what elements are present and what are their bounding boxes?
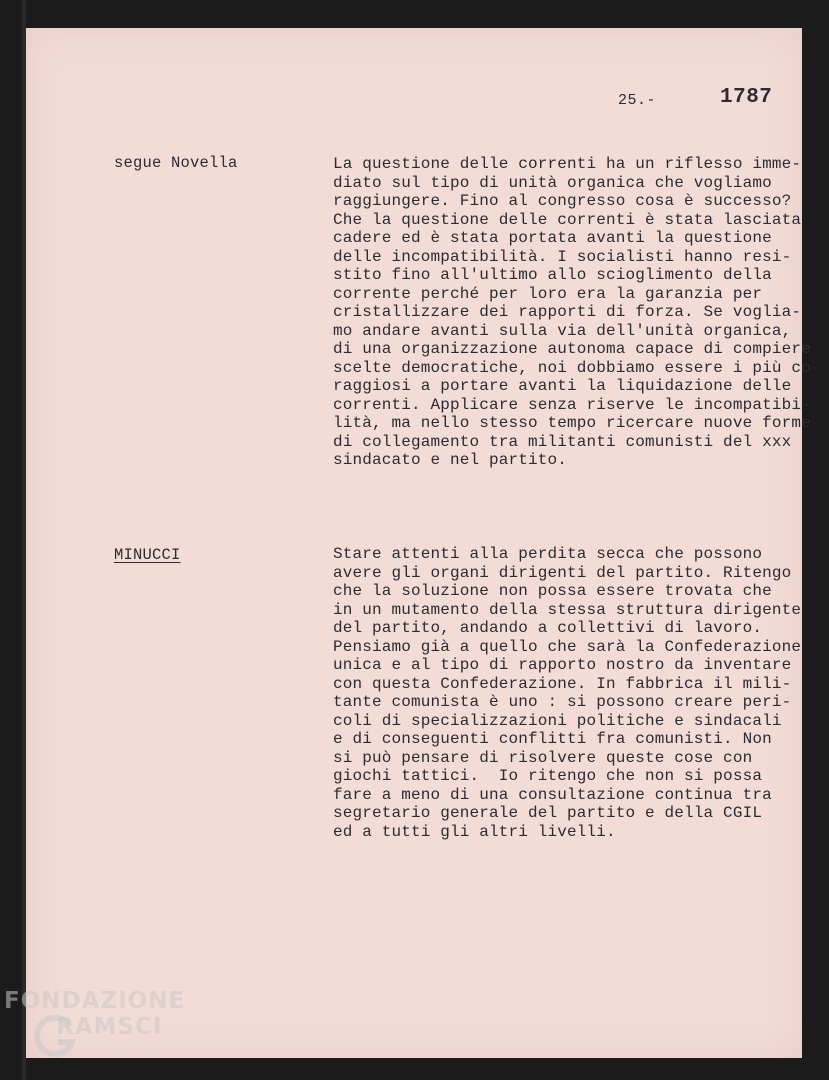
text-line: lità, ma nello stesso tempo ricercare nuove forme bbox=[333, 414, 811, 432]
text-line: fare a meno di una consultazione continua tra bbox=[333, 785, 772, 804]
watermark-line-1: FONDAZIONE bbox=[4, 988, 186, 1014]
speech-block-novella bbox=[333, 155, 821, 470]
text-line: delle incompatibilità. I socialisti hanno resi- bbox=[333, 247, 792, 266]
text-line: Che la questione delle correnti è stata lasciata bbox=[333, 210, 802, 229]
text-line: correnti. Applicare senza riserve le incompatibi- bbox=[333, 395, 811, 414]
text-line: diato sul tipo di unità organica che vogliamo bbox=[333, 173, 772, 192]
text-line: cadere ed è stata portata avanti la questione bbox=[333, 229, 772, 247]
text-line: e di conseguenti conflitti fra comunisti. Non bbox=[333, 730, 772, 748]
page-number-small: 25.- bbox=[618, 92, 657, 109]
text-line: tante comunista è uno : si possono creare peri- bbox=[333, 693, 792, 711]
fondazione-gramsci-watermark bbox=[4, 988, 185, 1040]
text-line: si può pensare di risolvere queste cose con bbox=[333, 748, 753, 767]
text-line: che la soluzione non possa essere trovata che bbox=[333, 582, 772, 600]
text-line: con questa Confederazione. In fabbrica il mili- bbox=[333, 674, 792, 693]
text-line: raggiosi a portare avanti la liquidazione delle bbox=[333, 377, 792, 395]
text-line: ed a tutti gli altri livelli. bbox=[333, 822, 616, 841]
speech-block-minucci bbox=[333, 545, 803, 841]
text-line: di collegamento tra militanti comunisti del xxx bbox=[333, 432, 792, 451]
text-line: Stare attenti alla perdita secca che possono bbox=[333, 545, 763, 563]
text-line: in un mutamento della stessa struttura dirigente bbox=[333, 600, 802, 619]
text-line: sindacato e nel partito. bbox=[333, 451, 568, 469]
text-line: coli di specializzazioni politiche e sindacali bbox=[333, 711, 782, 730]
speaker-label-minucci: MINUCCI bbox=[114, 546, 181, 564]
page-number-large: 1787 bbox=[720, 86, 773, 109]
text-line: segretario generale del partito e della CGIL bbox=[333, 804, 763, 822]
text-line: Pensiamo già a quello che sarà la Confederazione bbox=[333, 637, 802, 656]
watermark-g-logo-icon bbox=[34, 1014, 78, 1058]
text-line: del partito, andando a collettivi di lavoro. bbox=[333, 619, 763, 637]
watermark-line-2: RAMSCI bbox=[56, 1014, 163, 1040]
text-line: corrente perché per loro era la garanzia per bbox=[333, 284, 763, 303]
text-line: La questione delle correnti ha un riflesso imme- bbox=[333, 155, 802, 173]
text-line: unica e al tipo di rapporto nostro da inventare bbox=[333, 656, 792, 674]
text-line: cristallizzare dei rapporti di forza. Se voglia- bbox=[333, 303, 802, 321]
text-line: avere gli organi dirigenti del partito. Ritengo bbox=[333, 563, 792, 582]
text-line: stito fino all'ultimo allo scioglimento della bbox=[333, 266, 772, 284]
text-line: giochi tattici. Io ritengo che non si possa bbox=[333, 767, 763, 785]
text-line: raggiungere. Fino al congresso cosa è successo? bbox=[333, 192, 792, 210]
text-line: mo andare avanti sulla via dell'unità organica, bbox=[333, 321, 792, 340]
speaker-label-novella: segue Novella bbox=[114, 154, 238, 172]
text-line: scelte democratiche, noi dobbiamo essere i più co- bbox=[333, 358, 821, 377]
text-line: di una organizzazione autonoma capace di compiere bbox=[333, 340, 811, 358]
